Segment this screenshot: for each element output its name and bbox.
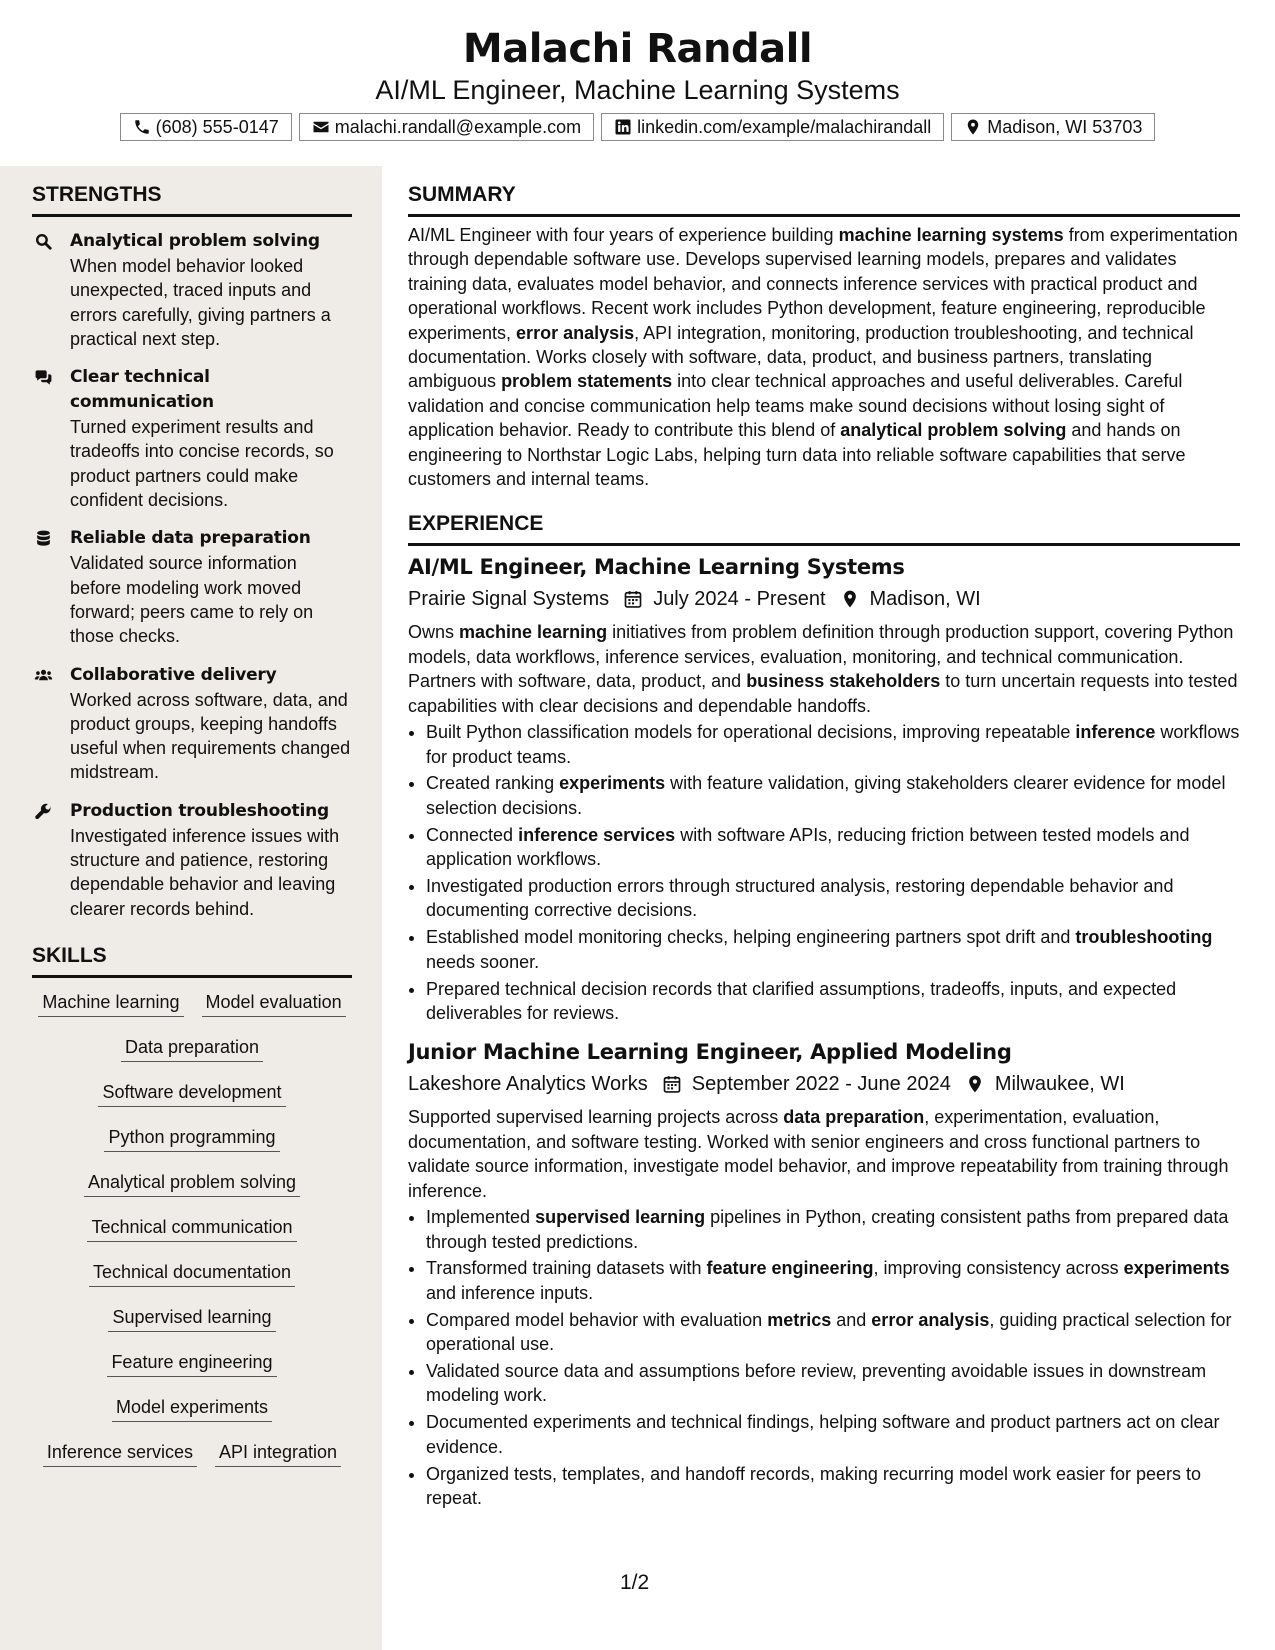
skill-tag: Model experiments (112, 1393, 272, 1422)
skills-heading: SKILLS (32, 941, 352, 978)
job-meta (408, 1069, 1240, 1099)
phone-icon (133, 118, 151, 136)
job-company: Lakeshore Analytics Works (408, 1073, 648, 1096)
job-bullet: • Established model monitoring checks, helping engineering partners spot drift and troubleshooting needs sooner. (426, 925, 1240, 974)
main-column (408, 180, 1240, 1513)
contact-email[interactable] (299, 113, 594, 141)
job-bullet: • Connected inference services with software APIs, reducing friction between tested models and application workflows. (426, 823, 1240, 872)
skill-tag: Analytical problem solving (84, 1168, 300, 1197)
job-bullet: • Investigated production errors through structured analysis, restoring dependable behavior and documenting corrective decisions. (426, 874, 1240, 923)
emphasis-text: machine learning (459, 622, 608, 643)
emphasis-text: experiments (559, 773, 666, 794)
strength-title: Analytical problem solving (70, 231, 320, 251)
job-bullet: • Documented experiments and technical findings, helping software and product partners act on clear evidence. (426, 1410, 1240, 1459)
skill-tag: Technical communication (87, 1213, 296, 1242)
skill-tag: Python programming (104, 1123, 279, 1152)
location-icon (964, 118, 982, 136)
strengths-list (32, 229, 352, 921)
strength-title: Production troubleshooting (70, 800, 329, 821)
emphasis-text: error analysis (871, 1309, 990, 1330)
skill-tag: Software development (98, 1078, 285, 1107)
job-bullets (408, 1205, 1240, 1510)
job-bullet: • Implemented supervised learning pipelines in Python, creating consistent paths from prepared data through tested predictions. (426, 1205, 1240, 1254)
strength-text: Worked across software, data, and product groups, keeping handoffs useful when requirements changed midstream. (70, 689, 351, 783)
job-bullet: • Validated source data and assumptions before review, preventing avoidable issues in downstream modeling work. (426, 1359, 1240, 1408)
contact-location (951, 113, 1155, 141)
strength-text: Turned experiment results and tradeoffs into concise records, so product partners could make confident decisions. (70, 417, 334, 511)
emphasis-text: metrics (767, 1309, 832, 1330)
emphasis-text: supervised learning (535, 1207, 706, 1228)
job-description: Owns machine learning initiatives from problem definition through production support, covering Python models, data workflows, inference services, evaluation, monitoring, and technical communication. Partners with software, data, product, and business stakeholders to turn uncertain requests into tested capabilities with clear decisions and dependable handoffs. (408, 622, 1238, 716)
job-bullet: • Built Python classification models for operational decisions, improving repeatable inference workflows for product teams. (426, 720, 1240, 769)
resume-header (0, 0, 1275, 166)
contact-linkedin-text: linkedin.com/example/malachirandall (637, 117, 932, 137)
skill-tag: Feature engineering (107, 1348, 276, 1377)
job-bullet: • Prepared technical decision records that clarified assumptions, tradeoffs, inputs, and expected deliverables for reviews. (426, 977, 1240, 1026)
location-icon (965, 1074, 985, 1094)
job-location: Milwaukee, WI (994, 1073, 1125, 1096)
emphasis-text: machine learning systems (838, 225, 1064, 245)
emphasis-text: inference services (518, 824, 676, 845)
skills-list (32, 988, 352, 1483)
contact-linkedin[interactable] (601, 113, 944, 141)
contact-phone[interactable] (120, 113, 292, 141)
skill-tag: Machine learning (38, 988, 183, 1017)
job-entry (408, 1037, 1240, 1510)
job-description: Supported supervised learning projects across data preparation, experimentation, evaluation, documentation, and software testing. Worked with senior engineers and cross functional partners to validate source information, investigate model behavior, and improve repeatability from training through inference. (408, 1107, 1229, 1201)
candidate-title: AI/ML Engineer, Machine Learning Systems (375, 75, 900, 105)
job-meta (408, 584, 1240, 614)
database-icon (34, 529, 53, 548)
emphasis-text: data preparation (783, 1107, 925, 1128)
contact-email-text: malachi.randall@example.com (334, 117, 582, 137)
skill-tag: API integration (215, 1438, 341, 1467)
emphasis-text: experiments (1123, 1258, 1230, 1279)
skill-tag: Supervised learning (108, 1303, 275, 1332)
strength-text: When model behavior looked unexpected, traced inputs and errors carefully, giving partners a practical next step. (70, 256, 331, 349)
job-bullet: • Organized tests, templates, and handoff records, making recurring model work easier for peers to repeat. (426, 1462, 1240, 1511)
sidebar (0, 166, 382, 1650)
skill-tag: Inference services (43, 1438, 197, 1467)
strength-item (32, 663, 352, 785)
emphasis-text: troubleshooting (1075, 927, 1213, 948)
job-dates: September 2022 - June 2024 (691, 1073, 951, 1096)
skill-tag: Data preparation (121, 1033, 263, 1062)
strength-item (32, 799, 352, 921)
strength-title: Reliable data preparation (70, 528, 311, 549)
emphasis-text: feature engineering (706, 1258, 874, 1279)
strength-title: Collaborative delivery (70, 664, 277, 685)
summary-text: AI/ML Engineer with four years of experience building machine learning systems from experimentation through dependable software use. Develops supervised learning models, prepares and validates training data, evaluates model behavior, and connects inference services with practical product and operational workflows. Recent work includes Python development, feature engineering, reproducible experiments, error analysis, API integration, monitoring, production troubleshooting, and technical documentation. Works closely with software, data, product, and business partners, translating ambiguous problem statements into clear technical approaches and useful deliverables. Careful validation and concise communication help teams make sound decisions without losing sight of application behavior. Ready to contribute this blend of analytical problem solving and hands on engineering to Northstar Logic Labs, helping turn data into reliable software capabilities that serve customers and internal teams. (408, 225, 1238, 490)
wrench-icon (34, 802, 53, 821)
job-title: Junior Machine Learning Engineer, Applied Modeling (408, 1040, 1012, 1065)
strength-text: Validated source information before modeling work moved forward; peers came to rely on those checks. (70, 553, 314, 647)
job-bullets (408, 720, 1240, 1025)
emphasis-text: problem statements (501, 371, 673, 392)
strength-item (32, 526, 352, 648)
calendar-icon (662, 1074, 682, 1094)
candidate-name: Malachi Randall (462, 26, 813, 72)
summary-heading: SUMMARY (408, 180, 1240, 217)
job-dates: July 2024 - Present (653, 588, 826, 611)
emphasis-text: error analysis (516, 322, 635, 343)
page-number: 1/2 (620, 1571, 650, 1594)
strength-title: Clear technical communication (70, 367, 214, 413)
skill-tag: Model evaluation (202, 988, 346, 1017)
job-bullet: • Compared model behavior with evaluation metrics and error analysis, guiding practical selection for operational use. (426, 1308, 1240, 1357)
job-company: Prairie Signal Systems (408, 588, 610, 611)
chat-icon (34, 368, 53, 387)
strength-item (32, 229, 352, 351)
job-bullet: • Created ranking experiments with feature validation, giving stakeholders clearer evidence for model selection decisions. (426, 771, 1240, 820)
linkedin-icon (614, 118, 632, 136)
location-icon (840, 589, 860, 609)
calendar-icon (623, 589, 643, 609)
experience-heading: EXPERIENCE (408, 509, 1240, 546)
emphasis-text: analytical problem solving (840, 420, 1067, 441)
job-entry (408, 552, 1240, 1025)
strengths-heading: STRENGTHS (32, 180, 352, 217)
strength-text: Investigated inference issues with structure and patience, restoring dependable behavior and leaving clearer records behind. (70, 825, 340, 919)
emphasis-text: business stakeholders (746, 671, 941, 692)
contact-bar (0, 113, 1275, 141)
email-icon (312, 118, 330, 136)
contact-phone-text: (608) 555-0147 (155, 117, 279, 137)
skill-tag: Technical documentation (89, 1258, 295, 1287)
job-title: AI/ML Engineer, Machine Learning Systems (408, 555, 905, 580)
job-bullet: • Transformed training datasets with feature engineering, improving consistency across experiments and inference inputs. (426, 1256, 1240, 1305)
job-location: Madison, WI (869, 588, 981, 611)
contact-location-text: Madison, WI 53703 (987, 117, 1143, 137)
emphasis-text: inference (1075, 722, 1156, 743)
search-icon (34, 232, 53, 251)
strength-item (32, 365, 352, 512)
team-icon (34, 666, 53, 685)
